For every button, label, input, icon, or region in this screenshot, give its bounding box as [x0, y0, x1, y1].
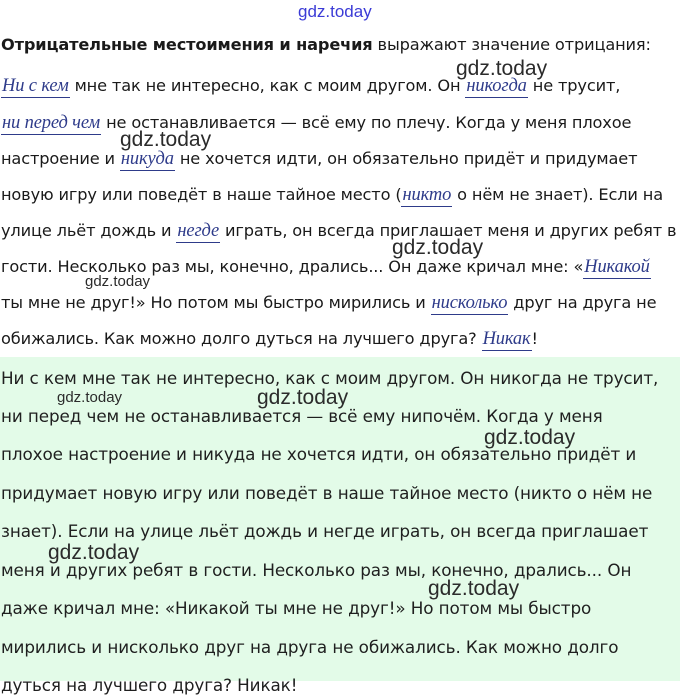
exercise-text-segment: обижались. Как можно долго дуться на лучшего друга?	[1, 329, 482, 348]
exercise-text-segment: не хочется идти, он обязательно придёт и придумает	[174, 149, 638, 168]
exercise-text-segment: новую игру или поведёт в наше тайное место (	[1, 185, 402, 204]
exercise-line	[1, 114, 631, 133]
watermark: gdz.today	[48, 541, 140, 564]
exercise-line	[1, 330, 538, 349]
answer-word: никто	[402, 185, 452, 205]
answer-word: Никак	[482, 329, 531, 349]
watermark: gdz.today	[428, 577, 520, 600]
answer-word: негде	[177, 221, 220, 241]
watermark: gdz.today	[85, 273, 151, 290]
exercise-text-segment: играть, он всегда приглашает меня и других ребят в	[220, 221, 677, 240]
answer-line: знает). Если на улице льёт дождь и негде играть, он всегда приглашает	[1, 521, 649, 541]
watermark: gdz.today	[392, 236, 484, 259]
answer-line: дуться на лучшего друга? Никак!	[1, 675, 298, 695]
answer-line: даже кричал мне: «Никакой ты мне не друг!» Но потом мы быстро	[1, 598, 592, 618]
exercise-line	[1, 150, 637, 169]
exercise-line	[1, 222, 676, 241]
exercise-text-segment: мне так не интересно, как с моим другом. Он	[69, 76, 466, 95]
exercise-line	[1, 186, 663, 205]
exercise-text-segment: не останавливается — всё ему по плечу. Когда у меня плохое	[101, 113, 632, 132]
watermark-top: gdz.today	[298, 2, 372, 21]
watermark: gdz.today	[456, 57, 548, 80]
exercise-text-segment: друг на друга не	[508, 293, 657, 312]
intro-line	[1, 37, 651, 53]
exercise-line	[1, 294, 656, 313]
watermark: gdz.today	[57, 389, 123, 406]
answer-word: Ни с кем	[2, 76, 69, 96]
answer-line: меня и других ребят в гости. Несколько раз мы, конечно, дрались... Он	[1, 560, 632, 580]
exercise-text-segment: ты мне не друг!» Но потом мы быстро мирились и	[1, 293, 431, 312]
watermark: gdz.today	[484, 426, 576, 449]
answer-word: никуда	[120, 149, 174, 169]
answer-line: ни перед чем не останавливается — всё ему нипочём. Когда у меня	[1, 406, 603, 426]
answer-line: придумает новую игру или поведёт в наше тайное место (никто о нём не	[1, 483, 653, 503]
answer-line: плохое настроение и никуда не хочется идти, он обязательно придёт и	[1, 444, 637, 464]
watermark: gdz.today	[120, 128, 212, 151]
exercise-text-segment: о нём не знает). Если на	[452, 185, 663, 204]
answer-word: ни перед чем	[2, 113, 101, 133]
exercise-text-segment: !	[531, 329, 538, 348]
answer-word: Никакой	[584, 257, 650, 277]
answer-word: нисколько	[431, 293, 508, 313]
exercise-text-segment: гости. Несколько раз мы, конечно, дрались... Он даже кричал мне: «	[1, 257, 584, 276]
exercise-text-segment: не трусит,	[527, 76, 621, 95]
answer-line: мирились и нисколько друг на друга не обижались. Как можно долго	[1, 637, 619, 657]
answer-line: Ни с кем мне так не интересно, как с моим другом. Он никогда не трусит,	[1, 368, 659, 388]
watermark: gdz.today	[257, 386, 349, 409]
exercise-text-segment: настроение и	[1, 149, 120, 168]
exercise-text-segment: улице льёт дождь и	[1, 221, 177, 240]
answer-word: никогда	[466, 76, 527, 96]
intro-rest: выражают значение отрицания:	[372, 35, 651, 54]
intro-bold: Отрицательные местоимения и наречия	[1, 35, 373, 54]
